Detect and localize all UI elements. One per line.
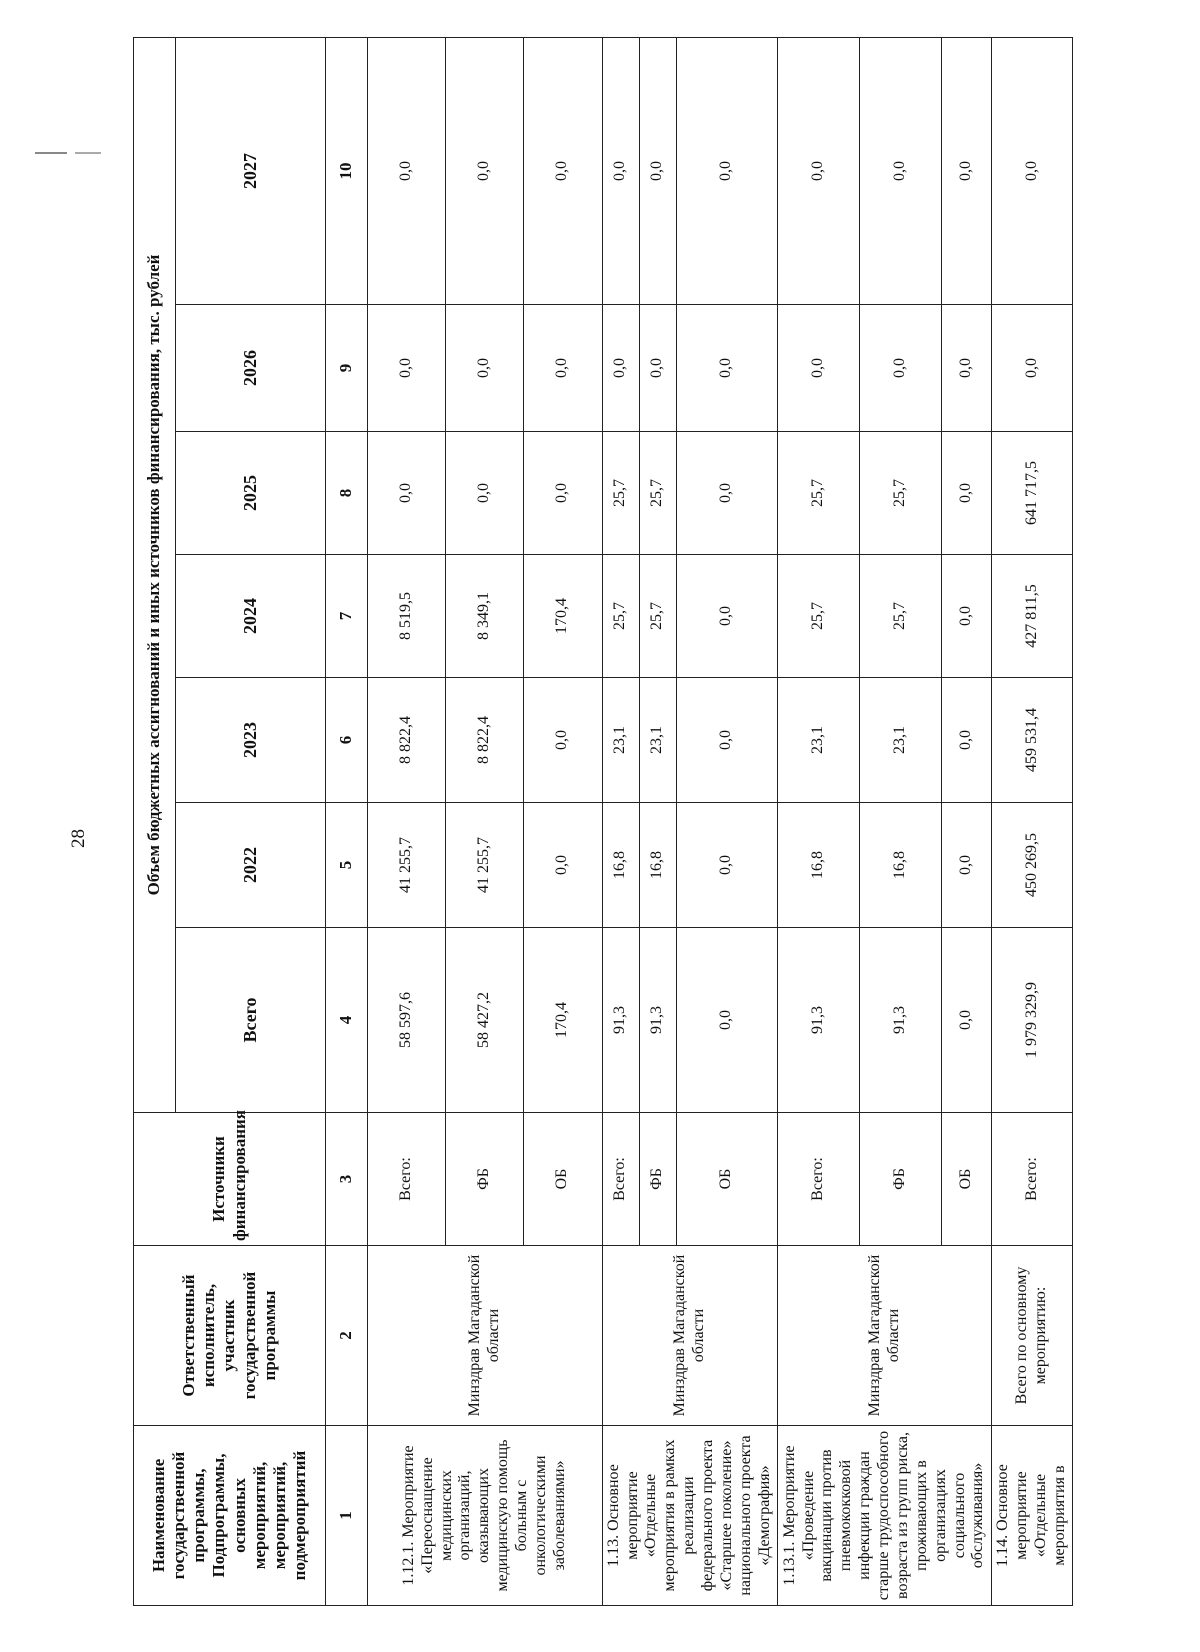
measure-name: 1.12.1. Мероприятие «Переоснащение медицинских организаций, оказывающих медицинскую помощь больным с онкологическими заболеваниями» [368,1426,603,1606]
value-cell: 23,1 [777,678,859,803]
table-row [368,37,446,1605]
value-cell: 23,1 [602,678,639,803]
value-cell: 25,7 [777,555,859,678]
value-cell: 0,0 [992,305,1073,432]
page-number: 28 [68,829,89,848]
value-cell: 0,0 [524,432,602,555]
column-number: 8 [326,432,368,555]
value-cell: 25,7 [777,432,859,555]
measure-name: 1.14. Основное мероприятие «Отдельные мероприятия в [992,1426,1073,1606]
header-year: 2023 [176,678,326,803]
column-number: 4 [326,928,368,1113]
value-cell: 23,1 [859,678,941,803]
measure-name: 1.13.1. Мероприятие «Проведение вакцинации против пневмококковой инфекции граждан старше трудоспособного возраста из групп риска, проживающих в организациях социального обслуживания» [777,1426,991,1606]
value-cell: 0,0 [524,305,602,432]
source-cell: ФБ [446,1113,524,1246]
value-cell: 8 519,5 [368,555,446,678]
executor: Минздрав Магаданской области [602,1246,777,1426]
value-cell: 58 427,2 [446,928,524,1113]
value-cell: 0,0 [446,305,524,432]
source-cell: ОБ [942,1113,992,1246]
column-number: 5 [326,803,368,928]
value-cell: 0,0 [777,37,859,304]
value-cell: 0,0 [368,432,446,555]
value-cell: 0,0 [676,432,777,555]
header-source: Источники финансирования [134,1113,326,1246]
value-cell: 0,0 [859,37,941,304]
financing-table [133,37,1073,1606]
column-number: 3 [326,1113,368,1246]
value-cell: 0,0 [676,678,777,803]
header-year: 2025 [176,432,326,555]
value-cell: 25,7 [602,555,639,678]
source-cell: Всего: [602,1113,639,1246]
scan-mark [75,152,101,154]
source-cell: ФБ [639,1113,676,1246]
value-cell: 8 822,4 [446,678,524,803]
value-cell: 0,0 [942,803,992,928]
value-cell: 0,0 [777,305,859,432]
value-cell: 58 597,6 [368,928,446,1113]
value-cell: 459 531,4 [992,678,1073,803]
value-cell: 25,7 [639,555,676,678]
executor: Минздрав Магаданской области [368,1246,603,1426]
value-cell: 25,7 [602,432,639,555]
value-cell: 8 349,1 [446,555,524,678]
value-cell: 0,0 [676,928,777,1113]
column-number: 9 [326,305,368,432]
column-number: 2 [326,1246,368,1426]
header-year: 2024 [176,555,326,678]
column-number: 6 [326,678,368,803]
header-executor: Ответственный исполнитель, участник государственной программы [134,1246,326,1426]
value-cell: 8 822,4 [368,678,446,803]
source-cell: Всего: [777,1113,859,1246]
value-cell: 25,7 [859,432,941,555]
table-row [992,37,1073,1605]
header-year: Всего [176,928,326,1113]
header-year: 2022 [176,803,326,928]
header-volume: Объем бюджетных ассигнований и иных источников финансирования, тыс. рублей [134,37,176,1112]
value-cell: 16,8 [777,803,859,928]
scan-mark [35,152,67,154]
table-row [602,37,639,1605]
value-cell: 0,0 [676,555,777,678]
value-cell: 0,0 [942,305,992,432]
source-cell: ОБ [524,1113,602,1246]
value-cell: 0,0 [676,803,777,928]
value-cell: 16,8 [639,803,676,928]
header-year: 2027 [176,37,326,304]
value-cell: 41 255,7 [446,803,524,928]
value-cell: 0,0 [602,305,639,432]
executor: Минздрав Магаданской области [777,1246,991,1426]
value-cell: 450 269,5 [992,803,1073,928]
executor: Всего по основному мероприятию: [992,1246,1073,1426]
value-cell: 0,0 [942,928,992,1113]
header-name: Наименование государственной программы, Подпрограммы, основных мероприятий, мероприятий, подмероприятий [134,1426,326,1606]
value-cell: 0,0 [859,305,941,432]
column-number: 10 [326,37,368,304]
source-cell: Всего: [368,1113,446,1246]
value-cell: 41 255,7 [368,803,446,928]
value-cell: 25,7 [639,432,676,555]
measure-name: 1.13. Основное мероприятие «Отдельные мероприятия в рамках реализации федерального проекта «Старшее поколение» национального проекта «Демография» [602,1426,777,1606]
value-cell: 0,0 [368,305,446,432]
value-cell: 0,0 [639,305,676,432]
rotated-table-wrapper [133,38,1073,1606]
value-cell: 170,4 [524,928,602,1113]
value-cell: 0,0 [639,37,676,304]
value-cell: 16,8 [859,803,941,928]
value-cell: 0,0 [446,37,524,304]
value-cell: 0,0 [524,803,602,928]
value-cell: 0,0 [942,555,992,678]
table-row [777,37,859,1605]
value-cell: 1 979 329,9 [992,928,1073,1113]
source-cell: ФБ [859,1113,941,1246]
header-year: 2026 [176,305,326,432]
value-cell: 91,3 [859,928,941,1113]
value-cell: 427 811,5 [992,555,1073,678]
value-cell: 0,0 [368,37,446,304]
source-cell: ОБ [676,1113,777,1246]
value-cell: 0,0 [676,305,777,432]
column-number: 1 [326,1426,368,1606]
value-cell: 170,4 [524,555,602,678]
value-cell: 0,0 [942,678,992,803]
value-cell: 0,0 [524,37,602,304]
value-cell: 0,0 [942,37,992,304]
value-cell: 0,0 [992,37,1073,304]
value-cell: 91,3 [777,928,859,1113]
value-cell: 91,3 [602,928,639,1113]
value-cell: 0,0 [942,432,992,555]
value-cell: 0,0 [676,37,777,304]
column-number: 7 [326,555,368,678]
value-cell: 23,1 [639,678,676,803]
value-cell: 641 717,5 [992,432,1073,555]
value-cell: 91,3 [639,928,676,1113]
value-cell: 16,8 [602,803,639,928]
value-cell: 25,7 [859,555,941,678]
source-cell: Всего: [992,1113,1073,1246]
value-cell: 0,0 [446,432,524,555]
value-cell: 0,0 [602,37,639,304]
value-cell: 0,0 [524,678,602,803]
